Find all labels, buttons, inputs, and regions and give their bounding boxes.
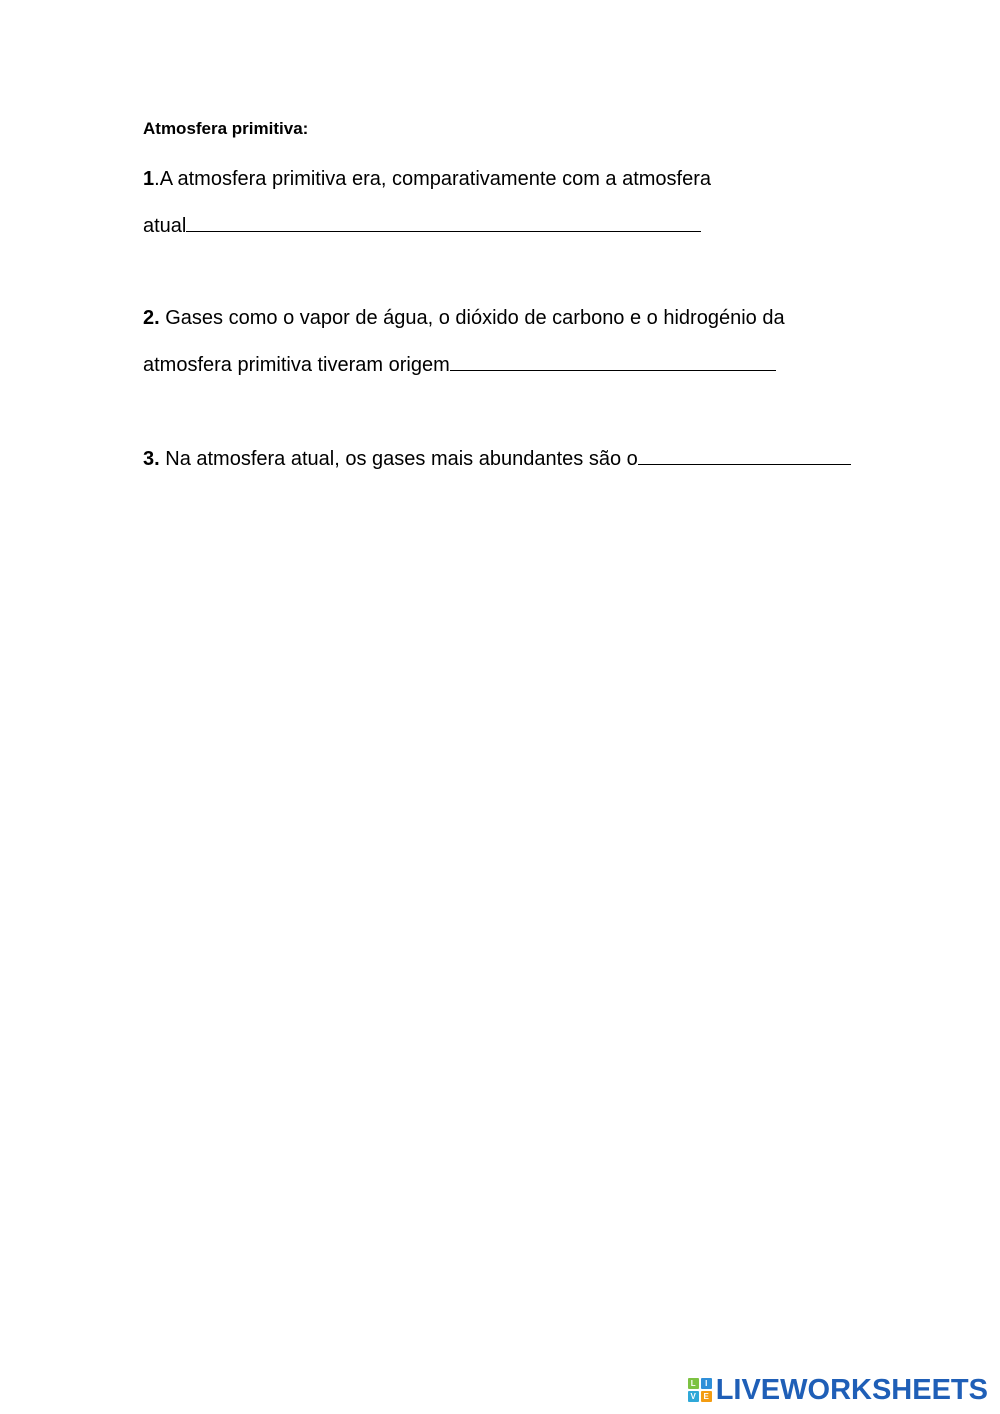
question-1-number: 1 (143, 168, 155, 190)
logo-letter-v: V (688, 1391, 699, 1402)
question-1-text-cont: atual (143, 215, 187, 237)
logo-letter-e: E (701, 1391, 712, 1402)
question-2-line-2 (143, 353, 776, 377)
logo-letter-l: L (688, 1378, 699, 1389)
question-1-text: A atmosfera primitiva era, comparativamente com a atmosfera (159, 168, 712, 190)
answer-blank-1[interactable] (186, 214, 701, 232)
logo-grid-icon (688, 1378, 712, 1402)
question-1-line-1 (143, 168, 711, 191)
answer-blank-2[interactable] (450, 353, 776, 371)
question-2-text-cont: atmosfera primitiva tiveram origem (143, 354, 450, 376)
answer-blank-3[interactable] (638, 447, 851, 465)
question-2-number: 2. (143, 307, 160, 329)
logo-letter-i: I (701, 1378, 712, 1389)
question-1-separator: . (154, 168, 160, 190)
question-3-text: Na atmosfera atual, os gases mais abundantes são o (159, 448, 638, 470)
question-2-text: Gases como o vapor de água, o dióxido de carbono e o hidrogénio da (159, 307, 785, 329)
liveworksheets-logo (688, 1373, 988, 1407)
logo-text: LIVEWORKSHEETS (715, 1373, 988, 1406)
worksheet-heading: Atmosfera primitiva: (143, 119, 309, 138)
question-1-line-2 (143, 214, 701, 238)
question-2-line-1 (143, 307, 785, 330)
question-3-line-1 (143, 447, 851, 471)
question-3-number: 3. (143, 448, 160, 470)
